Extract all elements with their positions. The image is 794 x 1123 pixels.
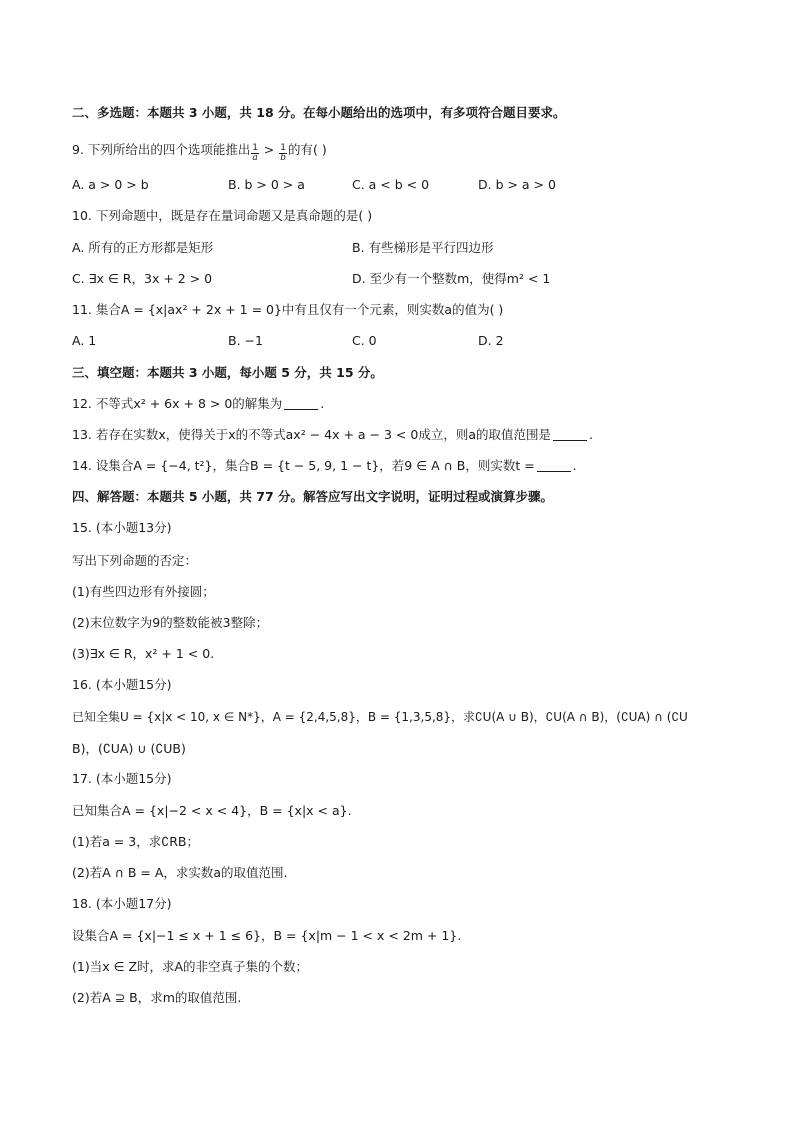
answer-blank-12 (284, 397, 318, 410)
q9-option-b: B. b > 0 > a (228, 177, 305, 192)
q16-line-2: B)，(∁UA) ∪ (∁UB) (72, 741, 186, 756)
q12-text: 12. 不等式x² + 6x + 8 > 0的解集为 (72, 396, 283, 411)
q18-part-2: (2)若A ⊇ B，求m的取值范围. (72, 990, 242, 1005)
q10-option-c: C. ∃x ∈ R，3x + 2 > 0 (72, 271, 213, 286)
q15-part-3: (3)∃x ∈ R，x² + 1 < 0. (72, 646, 215, 661)
q17-part-2: (2)若A ∩ B = A，求实数a的取值范围. (72, 865, 288, 880)
fraction-1-over-b (279, 144, 287, 163)
q9-stem-prefix: 9. 下列所给出的四个选项能推出 (72, 142, 251, 157)
q18-intro: 设集合A = {x|−1 ≤ x + 1 ≤ 6}，B = {x|m − 1 < x < 2m + 1}. (72, 928, 462, 943)
question-14 (72, 458, 577, 474)
q14-end: . (572, 458, 577, 473)
q16-line-1: 已知全集U = {x|x < 10, x ∈ N*}，A = {2,4,5,8}，B = {1,3,5,8}，求∁U(A ∪ B)，∁U(A ∩ B)，(∁UA) ∩ (∁U (72, 710, 688, 724)
q11-option-b: B. −1 (228, 333, 263, 348)
q15-part-1: (1)有些四边形有外接圆； (72, 584, 215, 599)
q10-option-d: D. 至少有一个整数m，使得m² < 1 (352, 271, 551, 286)
answer-blank-13 (553, 428, 587, 441)
q15-part-2: (2)末位数字为9的整数能被3整除； (72, 615, 269, 630)
question-10-stem: 10. 下列命题中，既是存在量词命题又是真命题的是( ) (72, 208, 373, 223)
q11-option-a: A. 1 (72, 333, 97, 348)
q16-header: 16. (本小题15分) (72, 677, 172, 692)
question-9-stem (72, 142, 327, 163)
frac-a-num: 1 (252, 143, 258, 153)
q9-option-d: D. b > a > 0 (478, 177, 556, 192)
q17-part-1: (1)若a = 3，求∁RB； (72, 834, 199, 849)
q11-option-c: C. 0 (352, 333, 377, 348)
answer-blank-14 (537, 459, 571, 472)
q17-header: 17. (本小题15分) (72, 771, 172, 786)
question-11-stem: 11. 集合A = {x|ax² + 2x + 1 = 0}中有且仅有一个元素，则实数a的值为( ) (72, 302, 504, 317)
q9-option-a: A. a > 0 > b (72, 177, 149, 192)
question-13 (72, 427, 593, 443)
question-12 (72, 396, 324, 412)
q15-intro: 写出下列命题的否定： (72, 553, 198, 568)
fraction-1-over-a (251, 144, 258, 163)
q17-intro: 已知集合A = {x|−2 < x < 4}，B = {x|x < a}. (72, 803, 352, 818)
q18-header: 18. (本小题17分) (72, 896, 172, 911)
q10-option-a: A. 所有的正方形都是矩形 (72, 240, 214, 255)
q9-gt: > (259, 142, 279, 157)
q12-end: . (320, 396, 325, 411)
frac-b-den: b (280, 153, 286, 163)
section-4-title: 四、解答题：本题共 5 小题，共 77 分。解答应写出文字说明，证明过程或演算步骤。 (72, 489, 554, 504)
section-3-title: 三、填空题：本题共 3 小题，每小题 5 分，共 15 分。 (72, 365, 383, 380)
q18-part-1: (1)当x ∈ Z时，求A的非空真子集的个数； (72, 959, 309, 974)
frac-b-num: 1 (280, 143, 286, 153)
q13-end: . (588, 427, 593, 442)
q9-option-c: C. a < b < 0 (352, 177, 430, 192)
q10-option-b: B. 有些梯形是平行四边形 (352, 240, 494, 255)
q11-option-d: D. 2 (478, 333, 504, 348)
q15-header: 15. (本小题13分) (72, 520, 172, 535)
q9-stem-suffix: 的有( ) (287, 142, 327, 157)
q13-text: 13. 若存在实数x，使得关于x的不等式ax² − 4x + a − 3 < 0成立，则a的取值范围是 (72, 427, 551, 442)
frac-a-den: a (252, 153, 258, 163)
section-2-title: 二、多选题：本题共 3 小题，共 18 分。在每小题给出的选项中，有多项符合题目要求。 (72, 105, 566, 120)
q14-text: 14. 设集合A = {−4, t²}，集合B = {t − 5, 9, 1 − t}，若9 ∈ A ∩ B，则实数t = (72, 458, 535, 473)
